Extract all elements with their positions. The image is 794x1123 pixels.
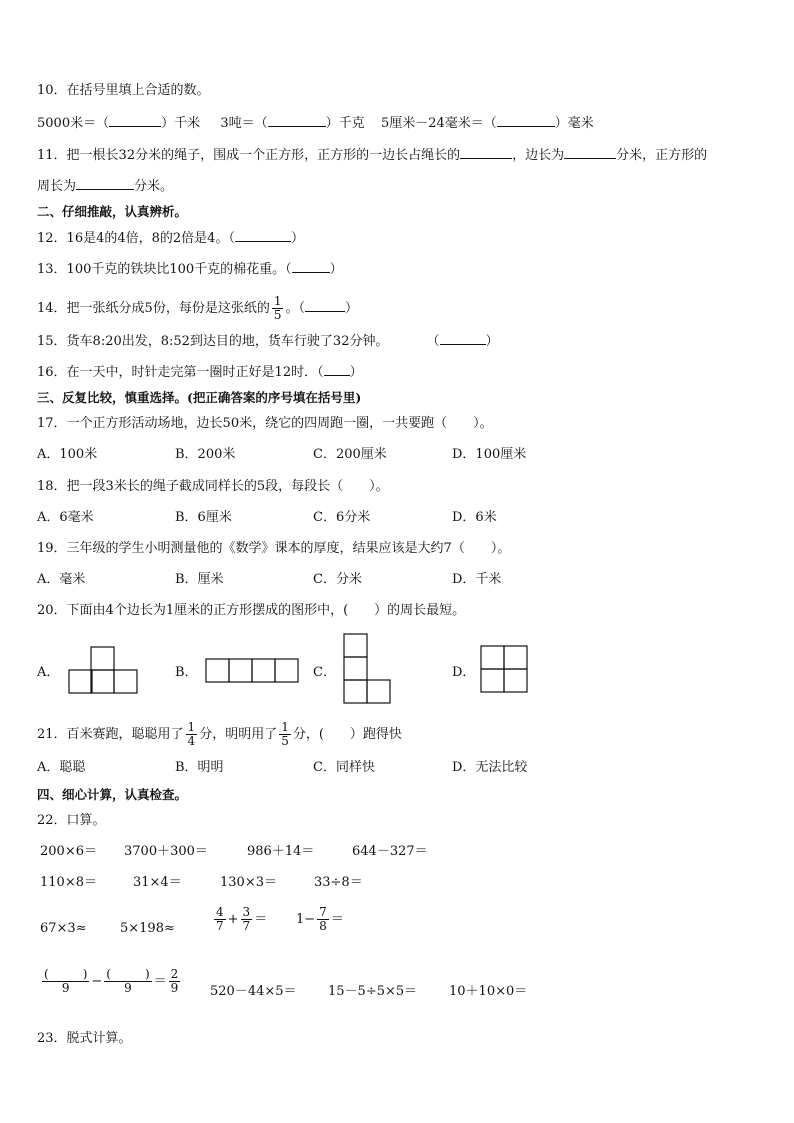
q17-option-b[interactable]: B．200米	[175, 447, 236, 462]
q19-option-b[interactable]: B．厘米	[175, 572, 224, 587]
q21-fraction-1	[186, 721, 198, 748]
q20-label-c[interactable]: C．	[313, 665, 336, 680]
q14-fraction	[272, 295, 284, 322]
q10-text: 10．在括号里填上合适的数。	[37, 83, 210, 98]
q11-blank-3[interactable]	[76, 177, 134, 190]
q17-option-d[interactable]: D．100厘米	[452, 447, 527, 462]
q20-shape-c[interactable]	[343, 633, 393, 705]
q21-den-2: 5	[281, 734, 289, 748]
q12-text: 12．16是4的4倍，8的2倍是4。（	[37, 231, 235, 246]
q18-option-c[interactable]: C．6分米	[313, 510, 371, 525]
f2-den: 7	[242, 919, 251, 933]
q14	[37, 295, 358, 322]
q10-a1: 5000米＝（	[37, 116, 110, 131]
q18-option-d[interactable]: D．6米	[452, 510, 497, 525]
q15-text: 15．货车8:20出发，8:52到达目的地，货车行驶了32分钟。	[37, 334, 389, 349]
bf1-num	[42, 968, 89, 982]
q21	[37, 721, 402, 748]
q18-text: 18．把一段3米长的绳子截成同样长的5段，每段长（ ）。	[37, 479, 389, 494]
q17-text: 17．一个正方形活动场地，边长50米，绕它的四周跑一圈，一共要跑（ ）。	[37, 416, 493, 431]
calc-r2-1: 110×8＝	[40, 875, 97, 890]
q21-num-2: 1	[281, 720, 289, 734]
equals-sign-2: ＝	[330, 912, 344, 927]
q23-text: 23．脱式计算。	[37, 1031, 132, 1046]
q21-text-b: 分，明明用了	[199, 727, 278, 742]
q12-end: ）	[290, 231, 304, 246]
calc-r4-4: 10＋10×0＝	[449, 984, 528, 999]
bf2-den: 9	[124, 981, 132, 995]
q11-text-d: 周长为	[37, 179, 77, 194]
q21-text-c: 分，( ）跑得快	[292, 727, 402, 742]
q10-a3: 5厘米－24毫米＝（	[380, 116, 497, 131]
q21-fraction-2	[279, 721, 291, 748]
one-minus: 1−	[296, 912, 316, 927]
q19-option-a[interactable]: A．毫米	[37, 572, 86, 587]
q19-text: 19．三年级的学生小明测量他的《数学》课本的厚度，结果应该是大约7（ ）。	[37, 541, 511, 556]
q14-end: ）	[344, 301, 358, 316]
q11-text-b: ，边长为	[512, 148, 565, 163]
q15	[37, 332, 499, 351]
q10-a1-unit: ）千米	[161, 116, 201, 131]
f2-num: 3	[242, 905, 251, 919]
q11-text-c: 分米，正方形的	[616, 148, 708, 163]
q13-text: 13．100千克的铁块比100千克的棉花重。（	[37, 262, 292, 277]
q18-option-a[interactable]: A．6毫米	[37, 510, 94, 525]
q21-num-1: 1	[187, 720, 196, 734]
equals-sign-1: ＝	[254, 912, 268, 927]
rf-num: 2	[170, 967, 179, 981]
q20-label-b[interactable]: B．	[175, 665, 198, 680]
section-4-heading: 四、细心计算，认真检查。	[37, 787, 188, 802]
calc-r2-2: 31×4＝	[133, 875, 182, 890]
calc-r4-2: 520－44×5＝	[210, 984, 297, 999]
q10-blank-2[interactable]	[268, 114, 326, 127]
q16-text: 16．在一天中，时针走完第一圈时正好是12时．（	[37, 365, 324, 380]
f1-num: 4	[216, 905, 224, 919]
q19-option-c[interactable]: C．分米	[313, 572, 362, 587]
q18-option-b[interactable]: B．6厘米	[175, 510, 232, 525]
q13	[37, 260, 343, 279]
q17-option-c[interactable]: C．200厘米	[313, 447, 387, 462]
q10-blank-3[interactable]	[497, 114, 555, 127]
q21-option-a[interactable]: A．聪聪	[37, 760, 86, 775]
calc-r3-1: 67×3≈	[40, 921, 87, 936]
q14-num: 1	[273, 294, 282, 308]
q14-den: 5	[273, 308, 282, 322]
calc-r3-4-frac	[317, 906, 329, 933]
q10-a2: 3吨＝（	[220, 116, 268, 131]
blank-fraction-2[interactable]	[104, 968, 151, 995]
q15-open: （	[426, 334, 440, 349]
plus-sign: +	[227, 912, 239, 927]
q10-a3-unit: ）毫米	[554, 116, 594, 131]
f3-num: 7	[319, 905, 327, 919]
calc-r3-3-frac-1	[214, 906, 226, 933]
q10-a2-unit: ）千克	[325, 116, 365, 131]
bf1-lp: (	[44, 967, 49, 981]
q16-blank[interactable]	[324, 363, 350, 376]
bf2-rp: )	[144, 967, 150, 981]
f1-den: 7	[216, 919, 224, 933]
q19-option-d[interactable]: D．千米	[452, 572, 502, 587]
bf2-lp: (	[106, 967, 111, 981]
q21-option-b[interactable]: B．明明	[175, 760, 224, 775]
equals-sign-3: ＝	[153, 974, 167, 989]
bf1-rp: )	[82, 967, 88, 981]
q20-label-d[interactable]: D．	[452, 665, 476, 680]
q14-text: 14．把一张纸分成5份，每份是这张纸的	[37, 301, 270, 316]
bf2-num	[104, 968, 151, 982]
q21-option-c[interactable]: C．同样快	[313, 760, 375, 775]
q20-shape-a[interactable]	[68, 646, 140, 694]
calc-r3-3-frac-2	[241, 906, 253, 933]
q16	[37, 363, 363, 382]
calc-r1-2: 3700＋300＝	[124, 844, 208, 859]
section-2-heading: 二、仔细推敲，认真辨析。	[37, 204, 188, 219]
minus-sign: −	[91, 974, 103, 989]
q20-shape-b[interactable]	[205, 658, 301, 684]
q20-label-a[interactable]: A．	[37, 665, 60, 680]
bf1-den: 9	[61, 981, 70, 995]
q11-text-e: 分米。	[134, 179, 174, 194]
q16-end: ）	[349, 365, 363, 380]
calc-r2-4: 33÷8＝	[314, 875, 363, 890]
q11-text-a: 11．把一根长32分米的绳子，围成一个正方形，正方形的一边长占绳长的	[37, 148, 461, 163]
rf-den: 9	[170, 981, 179, 995]
q14-blank[interactable]	[305, 299, 345, 312]
q20-shape-d[interactable]	[480, 645, 530, 695]
q11-blank-1[interactable]	[460, 146, 512, 159]
calc-r3-3	[212, 906, 267, 933]
calc-r1-3: 986＋14＝	[247, 844, 315, 859]
section-3-heading: 三、反复比较，慎重选择。(把正确答案的序号填在括号里)	[37, 390, 362, 405]
q21-option-d[interactable]: D．无法比较	[452, 760, 528, 775]
q10-answers	[37, 114, 594, 133]
q11-line2	[37, 177, 173, 196]
q21-den-1: 4	[187, 734, 196, 748]
calc-r1-4: 644－327＝	[352, 844, 428, 859]
blank-fraction-1[interactable]	[42, 968, 89, 995]
q12-blank[interactable]	[235, 229, 291, 242]
q14-tail: 。（	[285, 301, 305, 316]
calc-r4-1	[40, 968, 182, 995]
q20-text: 20．下面由4个边长为1厘米的正方形摆成的图形中，( ）的周长最短。	[37, 603, 466, 618]
calc-r4-3: 15－5÷5×5＝	[328, 984, 418, 999]
calc-r3-4	[296, 906, 344, 933]
calc-r2-3: 130×3＝	[220, 875, 277, 890]
q21-text-a: 21．百米赛跑，聪聪用了	[37, 727, 184, 742]
q15-end: ）	[485, 334, 499, 349]
q22-text: 22．口算。	[37, 813, 106, 828]
q17-option-a[interactable]: A．100米	[37, 447, 98, 462]
calc-r3-2: 5×198≈	[120, 921, 175, 936]
result-fraction	[169, 968, 181, 995]
q11-blank-2[interactable]	[564, 146, 616, 159]
q13-blank[interactable]	[292, 260, 330, 273]
q10-blank-1[interactable]	[109, 114, 161, 127]
q13-end: ）	[329, 262, 343, 277]
q11-line1	[37, 146, 707, 165]
q12	[37, 229, 304, 248]
q15-blank[interactable]	[440, 332, 486, 345]
calc-r1-1: 200×6＝	[40, 844, 97, 859]
f3-den: 8	[319, 919, 327, 933]
